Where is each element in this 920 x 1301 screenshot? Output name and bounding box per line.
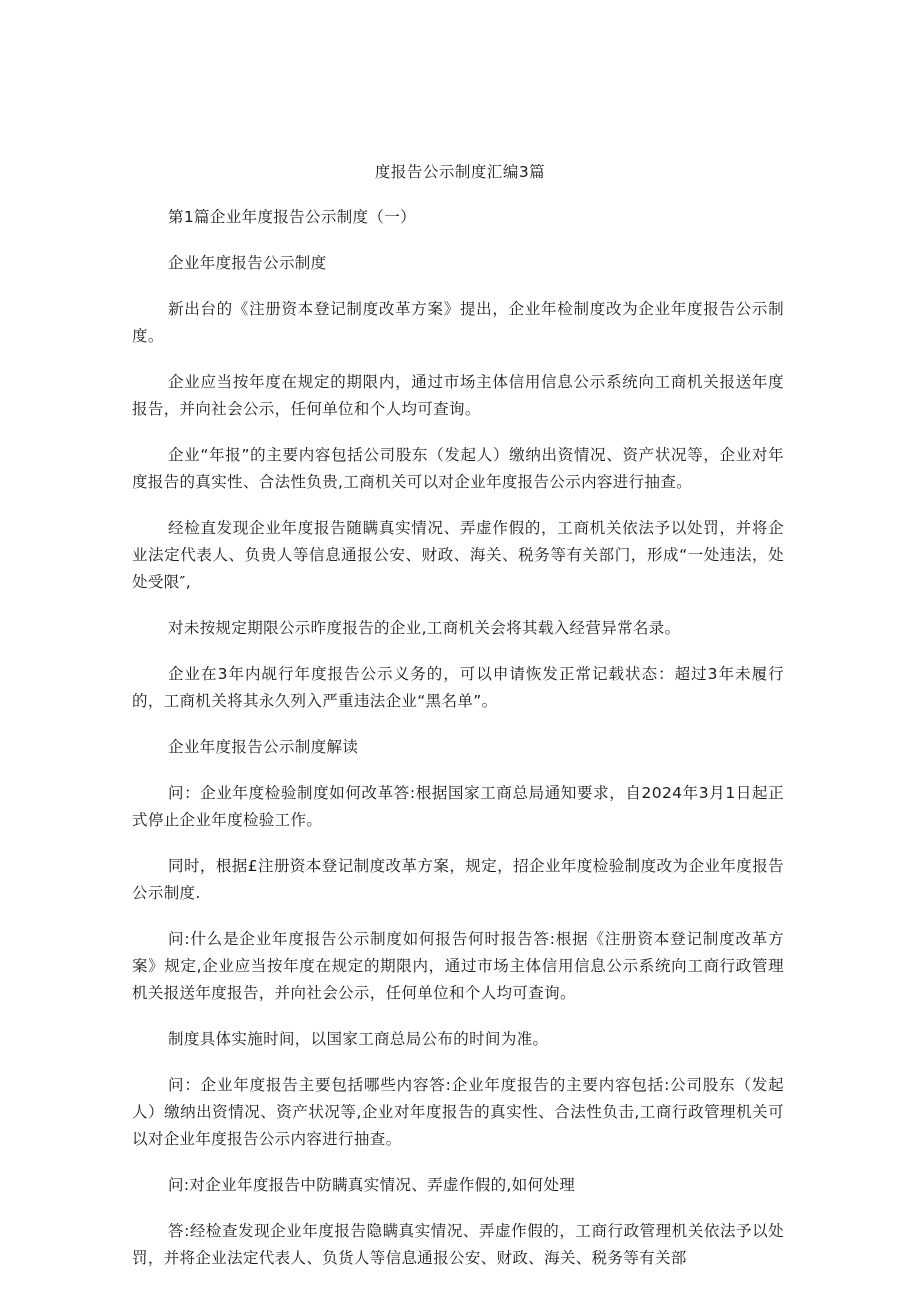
paragraph: 经检直发现企业年度报告随瞒真实情况、弄虚作假的，工商机关依法予以处罚，并将企业法定代表人、负贵人等信息通报公安、财政、海关、税务等有关部门，形成“一处违法，处处受限″, [132,519,784,591]
paragraph: 企业应当按年度在规定的期限内，通过市场主体信用信息公示系统向工商机关报送年度报告，并向社会公示，任何单位和个人均可查询。 [132,373,784,418]
paragraph-section-heading: 企业年度报告公示制度解读 [168,738,359,756]
paragraph: 问：企业年度检验制度如何改革答:根据国家工商总局通知要求，自2024年3月1日起正式停止企业年度检验工作。 [132,784,784,829]
document-title: 度报告公示制度汇编3篇 [374,163,546,181]
paragraph: 答:经检查发现企业年度报告隐瞒真实情况、弄虚作假的，工商行政管理机关依法予以处罚，并将企业法定代表人、负货人等信息通报公安、财政、海关、税务等有关部 [132,1222,784,1267]
paragraph: 问:对企业年度报告中防瞒真实情况、弄虚作假的,如何处理 [168,1176,576,1194]
paragraph: 企业“年报”的主要内容包括公司股东（发起人）缴纳出资情况、资产状况等，企业对年度报告的真实性、合法性负贵,工商机关可以对企业年度报告公示内容进行抽查。 [132,446,784,491]
paragraph: 同时，根据£注册资本登记制度改革方案，规定，招企业年度检验制度改为企业年度报告公示制度. [132,857,784,902]
paragraph-part-heading: 第1篇企业年度报告公示制度（一） [168,208,416,226]
paragraph: 对未按规定期限公示昨度报告的企业,工商机关会将其载入经营异常名录。 [168,619,681,637]
paragraph: 企业在3年内觇行年度报告公示义务的，可以申请恢发正常记载状态：超过3年未履行的，工商机关将其永久列入严重违法企业“黑名单”。 [132,665,784,710]
paragraph: 问：企业年度报告主要包括哪些内容答:企业年度报告的主要内容包括:公司股东（发起人）缴纳出资情况、资产状况等,企业对年度报告的真实性、合法性负击,工商行政管理机关可以对企业年度报告公示内容进行抽查。 [132,1076,784,1148]
paragraph-section-heading: 企业年度报告公示制度 [168,254,327,272]
paragraph: 制度具体实施时间，以国家工商总局公布的时间为准。 [168,1030,549,1048]
document-body [132,204,784,1291]
paragraph: 新出台的《注册资本登记制度改革方案》提出，企业年检制度改为企业年度报告公示制度。 [132,300,784,345]
paragraph: 问:什么是企业年度报告公示制度如何报告何时报告答:根据《注册资本登记制度改革方案》规定,企业应当按年度在规定的期限内，通过市场主体信用信息公示系统向工商行政管理机关报送年度报告，并向社会公示，任何单位和个人均可查询。 [132,930,784,1002]
